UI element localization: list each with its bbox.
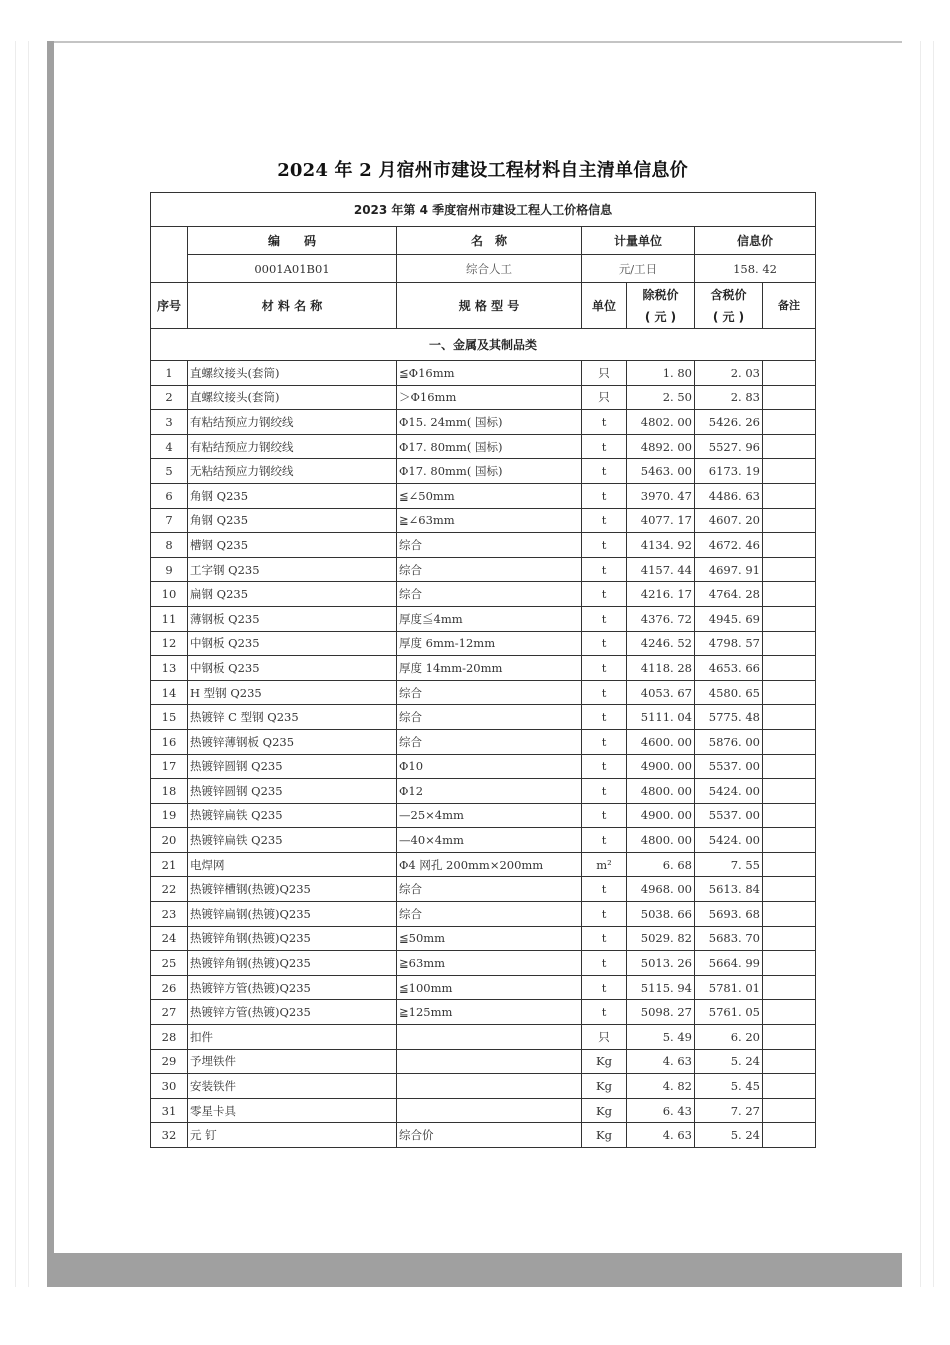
cell-unit: 只 [582,361,627,386]
cell-price-inc-tax: 5. 24 [695,1049,763,1074]
table-row [151,926,816,951]
cell-remark [763,1049,816,1074]
table-row [151,533,816,558]
table-row [151,508,816,533]
cell-material-name: 中钢板 Q235 [188,656,397,681]
table-row [151,1000,816,1025]
table-row [151,361,816,386]
labor-unit: 元/工日 [582,255,695,283]
cell-price-ex-tax: 5029. 82 [627,926,695,951]
cell-material-name: 有粘结预应力钢绞线 [188,434,397,459]
cell-material-name: 热镀锌角钢(热镀)Q235 [188,926,397,951]
cell-unit: t [582,729,627,754]
cell-unit: t [582,606,627,631]
viewer-frame-right-inner [920,41,921,1287]
table-row [151,656,816,681]
cell-remark [763,410,816,435]
table-row [151,557,816,582]
cell-spec: 综合 [397,582,582,607]
cell-seq: 28 [151,1025,188,1050]
cell-material-name: 电焊网 [188,852,397,877]
viewer-frame-left-inner [28,41,29,1287]
cell-seq: 26 [151,975,188,1000]
cell-spec: Φ12 [397,779,582,804]
cell-price-inc-tax: 5613. 84 [695,877,763,902]
cell-remark [763,754,816,779]
cell-seq: 24 [151,926,188,951]
cell-price-ex-tax: 4. 82 [627,1074,695,1099]
cell-spec: 综合 [397,902,582,927]
table-row [151,582,816,607]
cell-spec [397,1098,582,1123]
category-heading: 一、金属及其制品类 [151,329,816,361]
cell-remark [763,656,816,681]
cell-seq: 5 [151,459,188,484]
cell-spec: ≧∠63mm [397,508,582,533]
table-row [151,1074,816,1099]
cell-spec: 厚度≦4mm [397,606,582,631]
cell-unit: t [582,508,627,533]
table-row [151,779,816,804]
cell-seq: 1 [151,361,188,386]
cell-price-ex-tax: 5. 49 [627,1025,695,1050]
cell-price-inc-tax: 5537. 00 [695,803,763,828]
cell-price-inc-tax: 4764. 28 [695,582,763,607]
cell-remark [763,828,816,853]
cell-unit: t [582,705,627,730]
cell-price-inc-tax: 4607. 20 [695,508,763,533]
cell-material-name: 扁钢 Q235 [188,582,397,607]
cell-spec: ≧125mm [397,1000,582,1025]
cell-price-inc-tax: 5424. 00 [695,828,763,853]
cell-seq: 19 [151,803,188,828]
cell-spec [397,1074,582,1099]
cell-unit: t [582,631,627,656]
cell-material-name: 热镀锌圆钢 Q235 [188,754,397,779]
cell-seq: 22 [151,877,188,902]
viewer-frame-left-outer [15,41,16,1287]
cell-unit: t [582,754,627,779]
cell-price-inc-tax: 7. 55 [695,852,763,877]
header-price-ex-tax [627,283,695,329]
cell-price-inc-tax: 4486. 63 [695,483,763,508]
cell-price-inc-tax: 5683. 70 [695,926,763,951]
cell-seq: 31 [151,1098,188,1123]
cell-seq: 23 [151,902,188,927]
cell-remark [763,1074,816,1099]
cell-price-ex-tax: 4800. 00 [627,828,695,853]
cell-seq: 2 [151,385,188,410]
table-row [151,951,816,976]
cell-seq: 30 [151,1074,188,1099]
cell-price-inc-tax: 5693. 68 [695,902,763,927]
cell-price-inc-tax: 5761. 05 [695,1000,763,1025]
cell-material-name: 热镀锌方管(热镀)Q235 [188,975,397,1000]
cell-seq: 17 [151,754,188,779]
cell-price-inc-tax: 2. 03 [695,361,763,386]
cell-material-name: 元 钉 [188,1123,397,1148]
cell-price-ex-tax: 3970. 47 [627,483,695,508]
cell-remark [763,582,816,607]
cell-remark [763,1123,816,1148]
cell-unit: 只 [582,1025,627,1050]
table-row [151,631,816,656]
header-price-inc-tax-label: 含税价 [710,287,747,302]
cell-unit: t [582,459,627,484]
table-row [151,852,816,877]
table-row [151,729,816,754]
cell-material-name: 热镀锌圆钢 Q235 [188,779,397,804]
cell-remark [763,631,816,656]
cell-spec: Φ15. 24mm( 国标) [397,410,582,435]
cell-spec: Φ4 网孔 200mm×200mm [397,852,582,877]
cell-remark [763,779,816,804]
cell-material-name: 热镀锌角钢(热镀)Q235 [188,951,397,976]
cell-remark [763,385,816,410]
cell-unit: t [582,1000,627,1025]
cell-remark [763,557,816,582]
cell-price-ex-tax: 4800. 00 [627,779,695,804]
table-row [151,1098,816,1123]
cell-price-ex-tax: 4053. 67 [627,680,695,705]
cell-price-inc-tax: 4672. 46 [695,533,763,558]
cell-spec: 综合 [397,557,582,582]
cell-unit: t [582,533,627,558]
cell-material-name: 热镀锌扁铁 Q235 [188,828,397,853]
table-row [151,434,816,459]
cell-price-inc-tax: 6. 20 [695,1025,763,1050]
table-row [151,754,816,779]
cell-material-name: 有粘结预应力钢绞线 [188,410,397,435]
cell-unit: Kg [582,1098,627,1123]
cell-material-name: 直螺纹接头(套筒) [188,361,397,386]
cell-seq: 4 [151,434,188,459]
cell-spec [397,1025,582,1050]
cell-seq: 11 [151,606,188,631]
cell-price-inc-tax: 4580. 65 [695,680,763,705]
labor-section-heading: 2023 年第 4 季度宿州市建设工程人工价格信息 [151,193,816,227]
table-row [151,385,816,410]
cell-spec: 综合 [397,705,582,730]
cell-seq: 20 [151,828,188,853]
labor-name: 综合人工 [397,255,582,283]
cell-price-inc-tax: 4798. 57 [695,631,763,656]
cell-unit: t [582,877,627,902]
table-row [151,483,816,508]
cell-unit: t [582,975,627,1000]
table-row [151,459,816,484]
cell-price-inc-tax: 7. 27 [695,1098,763,1123]
labor-col-unit: 计量单位 [582,227,695,255]
table-row [151,877,816,902]
cell-material-name: 热镀锌扁铁 Q235 [188,803,397,828]
cell-seq: 8 [151,533,188,558]
cell-spec: Φ17. 80mm( 国标) [397,459,582,484]
cell-price-ex-tax: 4. 63 [627,1049,695,1074]
header-price-ex-tax-unit: ( 元 ) [644,309,677,324]
cell-material-name: 角钢 Q235 [188,483,397,508]
header-price-inc-tax [695,283,763,329]
page-bottom-shadow [47,1253,902,1287]
header-unit: 单位 [582,283,627,329]
cell-unit: t [582,656,627,681]
cell-price-ex-tax: 6. 68 [627,852,695,877]
cell-unit: t [582,582,627,607]
cell-price-inc-tax: 5527. 96 [695,434,763,459]
cell-spec: ≧63mm [397,951,582,976]
labor-price: 158. 42 [695,255,816,283]
header-price-ex-tax-label: 除税价 [642,287,679,302]
cell-price-inc-tax: 5775. 48 [695,705,763,730]
cell-unit: Kg [582,1123,627,1148]
cell-price-ex-tax: 5098. 27 [627,1000,695,1025]
cell-spec: 厚度 6mm-12mm [397,631,582,656]
header-spec: 规 格 型 号 [397,283,582,329]
cell-unit: t [582,902,627,927]
cell-unit: t [582,483,627,508]
cell-price-inc-tax: 4697. 91 [695,557,763,582]
cell-price-ex-tax: 4802. 00 [627,410,695,435]
viewer-frame-right-outer [933,41,934,1287]
cell-price-inc-tax: 4653. 66 [695,656,763,681]
cell-material-name: 安装铁件 [188,1074,397,1099]
cell-remark [763,1000,816,1025]
page-top-edge [54,41,902,43]
cell-price-ex-tax: 4077. 17 [627,508,695,533]
cell-material-name: 零星卡具 [188,1098,397,1123]
cell-price-inc-tax: 5426. 26 [695,410,763,435]
cell-price-ex-tax: 4216. 17 [627,582,695,607]
cell-spec: —40×4mm [397,828,582,853]
cell-seq: 13 [151,656,188,681]
table-row [151,1049,816,1074]
table-row [151,680,816,705]
cell-remark [763,606,816,631]
table-row [151,975,816,1000]
labor-col-price: 信息价 [695,227,816,255]
cell-price-ex-tax: 4600. 00 [627,729,695,754]
cell-material-name: 热镀锌扁钢(热镀)Q235 [188,902,397,927]
cell-spec: ≦100mm [397,975,582,1000]
cell-unit: t [582,410,627,435]
cell-remark [763,729,816,754]
cell-price-ex-tax: 4892. 00 [627,434,695,459]
cell-remark [763,975,816,1000]
cell-price-ex-tax: 4968. 00 [627,877,695,902]
cell-price-inc-tax: 6173. 19 [695,459,763,484]
cell-spec: 综合价 [397,1123,582,1148]
cell-material-name: 角钢 Q235 [188,508,397,533]
cell-remark [763,926,816,951]
cell-spec [397,1049,582,1074]
cell-price-inc-tax: 5876. 00 [695,729,763,754]
cell-price-inc-tax: 5664. 99 [695,951,763,976]
cell-unit: t [582,779,627,804]
cell-price-ex-tax: 2. 50 [627,385,695,410]
table-row [151,410,816,435]
cell-price-ex-tax: 1. 80 [627,361,695,386]
cell-unit: t [582,803,627,828]
cell-price-ex-tax: 5115. 94 [627,975,695,1000]
table-row [151,828,816,853]
cell-price-ex-tax: 4. 63 [627,1123,695,1148]
cell-price-ex-tax: 4376. 72 [627,606,695,631]
cell-price-inc-tax: 5537. 00 [695,754,763,779]
table-row [151,902,816,927]
cell-price-ex-tax: 5013. 26 [627,951,695,976]
cell-remark [763,902,816,927]
cell-material-name: 无粘结预应力钢绞线 [188,459,397,484]
cell-material-name: 薄钢板 Q235 [188,606,397,631]
cell-spec: 厚度 14mm-20mm [397,656,582,681]
cell-remark [763,951,816,976]
cell-spec: ≦50mm [397,926,582,951]
cell-price-inc-tax: 5. 24 [695,1123,763,1148]
table-row [151,1025,816,1050]
cell-spec: ≦∠50mm [397,483,582,508]
cell-seq: 16 [151,729,188,754]
cell-price-ex-tax: 4246. 52 [627,631,695,656]
cell-material-name: 扣件 [188,1025,397,1050]
cell-unit: t [582,926,627,951]
labor-col-name: 名 称 [397,227,582,255]
cell-price-inc-tax: 5424. 00 [695,779,763,804]
cell-price-ex-tax: 5111. 04 [627,705,695,730]
cell-seq: 21 [151,852,188,877]
cell-seq: 15 [151,705,188,730]
cell-price-ex-tax: 4118. 28 [627,656,695,681]
cell-price-ex-tax: 4157. 44 [627,557,695,582]
cell-remark [763,459,816,484]
cell-unit: Kg [582,1074,627,1099]
cell-unit: m² [582,852,627,877]
cell-spec: 综合 [397,729,582,754]
table-row [151,803,816,828]
cell-seq: 6 [151,483,188,508]
cell-material-name: 槽钢 Q235 [188,533,397,558]
cell-material-name: 中钢板 Q235 [188,631,397,656]
labor-col-code: 编 码 [188,227,397,255]
labor-blank-cell [151,227,188,283]
cell-remark [763,877,816,902]
cell-remark [763,508,816,533]
cell-seq: 25 [151,951,188,976]
cell-remark [763,852,816,877]
labor-code: 0001A01B01 [188,255,397,283]
cell-price-ex-tax: 5038. 66 [627,902,695,927]
cell-remark [763,1025,816,1050]
cell-spec: 综合 [397,680,582,705]
header-remark: 备注 [763,283,816,329]
cell-remark [763,533,816,558]
cell-remark [763,705,816,730]
table-row [151,705,816,730]
cell-material-name: 直螺纹接头(套筒) [188,385,397,410]
cell-remark [763,483,816,508]
cell-material-name: 工字钢 Q235 [188,557,397,582]
cell-material-name: 热镀锌方管(热镀)Q235 [188,1000,397,1025]
cell-spec: —25×4mm [397,803,582,828]
cell-material-name: 热镀锌 C 型钢 Q235 [188,705,397,730]
header-seq: 序号 [151,283,188,329]
cell-seq: 18 [151,779,188,804]
page-left-shadow [47,41,54,1287]
cell-unit: t [582,557,627,582]
cell-seq: 9 [151,557,188,582]
cell-seq: 14 [151,680,188,705]
cell-seq: 32 [151,1123,188,1148]
cell-seq: 29 [151,1049,188,1074]
header-price-inc-tax-unit: ( 元 ) [712,309,745,324]
table-row [151,1123,816,1148]
cell-price-inc-tax: 2. 83 [695,385,763,410]
cell-price-ex-tax: 4900. 00 [627,803,695,828]
cell-seq: 10 [151,582,188,607]
cell-unit: Kg [582,1049,627,1074]
cell-price-ex-tax: 6. 43 [627,1098,695,1123]
cell-remark [763,434,816,459]
cell-spec: 综合 [397,533,582,558]
cell-seq: 27 [151,1000,188,1025]
price-table [150,192,816,1148]
cell-remark [763,361,816,386]
cell-seq: 12 [151,631,188,656]
cell-unit: t [582,434,627,459]
cell-unit: t [582,951,627,976]
cell-remark [763,680,816,705]
cell-spec: Φ10 [397,754,582,779]
table-row [151,606,816,631]
cell-material-name: 热镀锌薄钢板 Q235 [188,729,397,754]
cell-price-inc-tax: 5. 45 [695,1074,763,1099]
cell-price-inc-tax: 5781. 01 [695,975,763,1000]
cell-price-ex-tax: 5463. 00 [627,459,695,484]
cell-seq: 7 [151,508,188,533]
cell-material-name: 予埋铁件 [188,1049,397,1074]
cell-price-ex-tax: 4900. 00 [627,754,695,779]
cell-seq: 3 [151,410,188,435]
cell-remark [763,803,816,828]
cell-unit: 只 [582,385,627,410]
cell-spec: ≦Φ16mm [397,361,582,386]
cell-spec: Φ17. 80mm( 国标) [397,434,582,459]
cell-unit: t [582,680,627,705]
cell-remark [763,1098,816,1123]
header-name: 材 料 名 称 [188,283,397,329]
cell-material-name: H 型钢 Q235 [188,680,397,705]
cell-price-ex-tax: 4134. 92 [627,533,695,558]
cell-price-inc-tax: 4945. 69 [695,606,763,631]
cell-unit: t [582,828,627,853]
cell-material-name: 热镀锌槽钢(热镀)Q235 [188,877,397,902]
cell-spec: ＞Φ16mm [397,385,582,410]
cell-spec: 综合 [397,877,582,902]
document-title: 2024 年 2 月宿州市建设工程材料自主清单信息价 [277,160,688,181]
